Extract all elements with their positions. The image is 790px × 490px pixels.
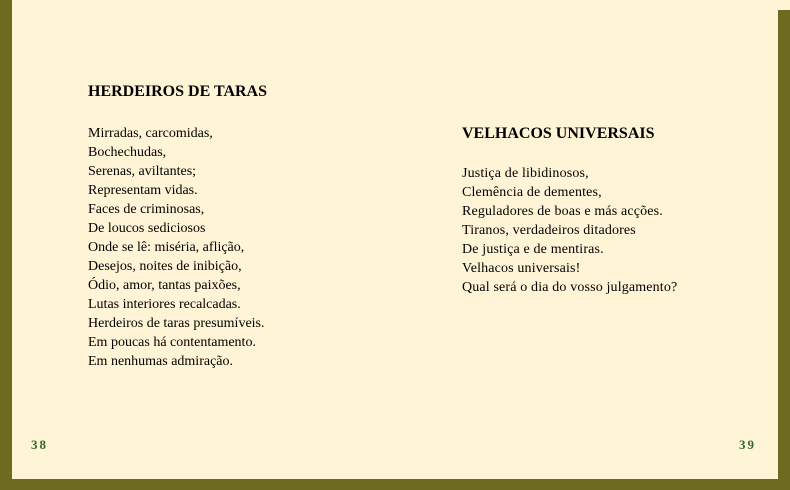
poem-line: Clemência de dementes,	[462, 185, 602, 200]
poem-line: De loucos sediciosos	[88, 221, 206, 236]
book-spread	[12, 10, 778, 479]
right-poem-title: VELHACOS UNIVERSAIS	[462, 125, 655, 142]
poem-line: Faces de criminosas,	[88, 202, 205, 217]
poem-line: Representam vidas.	[88, 183, 198, 198]
left-poem-title: HERDEIROS DE TARAS	[88, 83, 268, 100]
poem-line: Tiranos, verdadeiros ditadores	[462, 223, 636, 238]
poem-line: Reguladores de boas e más acções.	[462, 204, 663, 219]
poem-line: Desejos, noites de inibição,	[88, 259, 242, 274]
right-page-number: 39	[739, 437, 756, 452]
poem-line: De justiça e de mentiras.	[462, 242, 604, 257]
poem-line: Ódio, amor, tantas paixões,	[88, 278, 241, 293]
right-poem-body	[462, 164, 677, 297]
poem-line: Herdeiros de taras presumíveis.	[88, 316, 265, 331]
poem-line: Qual será o dia do vosso julgamento?	[462, 280, 678, 295]
poem-line: Mirradas, carcomidas,	[88, 126, 213, 141]
poem-line: Serenas, aviltantes;	[88, 164, 197, 179]
poem-line: Em nenhumas admiração.	[88, 354, 234, 369]
poem-line: Justiça de libidinosos,	[462, 166, 589, 181]
left-poem-body	[88, 124, 265, 371]
poem-line: Em poucas há contentamento.	[88, 335, 256, 350]
poem-line: Onde se lê: miséria, aflição,	[88, 240, 245, 255]
poem-line: Lutas interiores recalcadas.	[88, 297, 241, 312]
left-page-number: 38	[31, 437, 48, 452]
poem-line: Velhacos universais!	[462, 261, 581, 276]
top-edge	[0, 0, 790, 10]
poem-line: Bochechudas,	[88, 145, 167, 160]
frame-corner	[0, 0, 12, 10]
